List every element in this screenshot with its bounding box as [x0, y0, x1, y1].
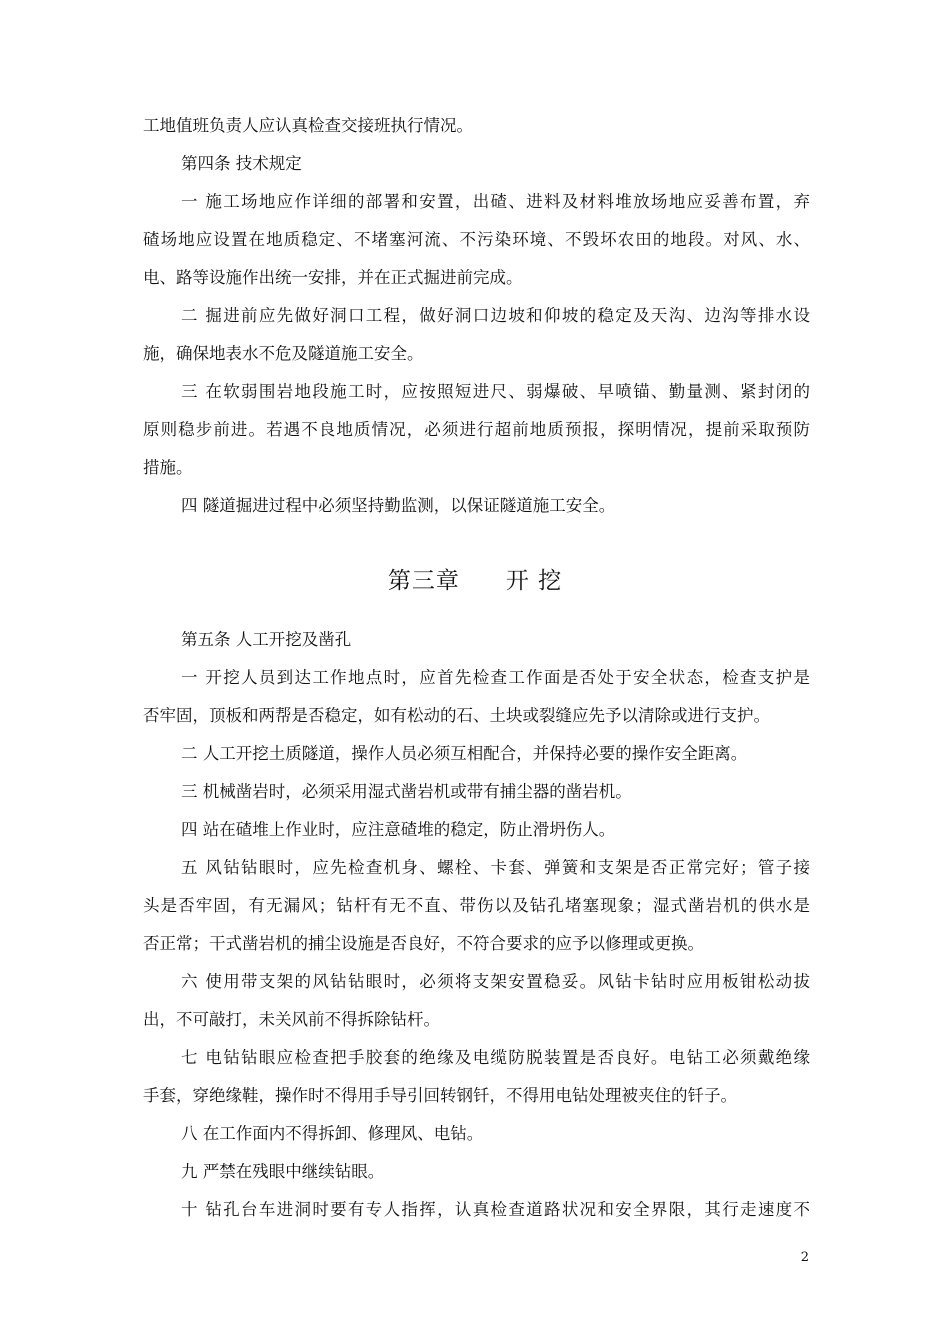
- paragraph-line: 原则稳步前进。若遇不良地质情况，必须进行超前地质预报，探明情况，提前采取预防: [143, 420, 810, 439]
- article-heading: 第五条 人工开挖及凿孔: [181, 630, 352, 649]
- chapter-name: 开 挖: [505, 568, 563, 594]
- article-heading: 第四条 技术规定: [181, 154, 302, 173]
- paragraph-line: 否正常；干式凿岩机的捕尘设施是否良好，不符合要求的应予以修理或更换。: [143, 934, 704, 953]
- paragraph-line: 三 在软弱围岩地段施工时，应按照短进尺、弱爆破、早喷锚、勤量测、紧封闭的: [181, 382, 810, 401]
- paragraph-line: 头是否牢固，有无漏风；钻杆有无不直、带伤以及钻孔堵塞现象；湿式凿岩机的供水是: [143, 896, 810, 915]
- page-number: 2: [800, 1250, 809, 1265]
- paragraph-line: 电、路等设施作出统一安排，并在正式掘进前完成。: [143, 268, 523, 287]
- paragraph-line: 六 使用带支架的风钻钻眼时，必须将支架安置稳妥。风钻卡钻时应用板钳松动拔: [181, 972, 810, 991]
- paragraph-line: 手套，穿绝缘鞋，操作时不得用手导引回转钢钎，不得用电钻处理被夹住的钎子。: [143, 1086, 737, 1105]
- paragraph-line: 二 人工开挖土质隧道，操作人员必须互相配合，并保持必要的操作安全距离。: [181, 744, 748, 763]
- paragraph-line: 九 严禁在残眼中继续钻眼。: [181, 1162, 385, 1181]
- chapter-title: [0, 566, 950, 596]
- paragraph-line: 八 在工作面内不得拆卸、修理风、电钻。: [181, 1124, 484, 1143]
- paragraph-line: 十 钻孔台车进洞时要有专人指挥，认真检查道路状况和安全界限，其行走速度不: [181, 1200, 810, 1219]
- paragraph-line: 否牢固，顶板和两帮是否稳定，如有松动的石、土块或裂缝应先予以清除或进行支护。: [143, 706, 770, 725]
- paragraph-line: 一 开挖人员到达工作地点时，应首先检查工作面是否处于安全状态，检查支护是: [181, 668, 810, 687]
- paragraph-line: 三 机械凿岩时，必须采用湿式凿岩机或带有捕尘器的凿岩机。: [181, 782, 632, 801]
- paragraph-line: 出，不可敲打，未关风前不得拆除钻杆。: [143, 1010, 440, 1029]
- chapter-number: 第三章: [387, 568, 460, 594]
- paragraph-line: 五 风钻钻眼时，应先检查机身、螺栓、卡套、弹簧和支架是否正常完好；管子接: [181, 858, 810, 877]
- paragraph-line: 工地值班负责人应认真检查交接班执行情况。: [143, 116, 473, 135]
- paragraph-line: 七 电钻钻眼应检查把手胶套的绝缘及电缆防脱装置是否良好。电钻工必须戴绝缘: [181, 1048, 810, 1067]
- paragraph-line: 一 施工场地应作详细的部署和安置，出碴、进料及材料堆放场地应妥善布置，弃: [181, 192, 810, 211]
- paragraph-line: 碴场地应设置在地质稳定、不堵塞河流、不污染环境、不毁坏农田的地段。对风、水、: [143, 230, 810, 249]
- paragraph-line: 二 掘进前应先做好洞口工程，做好洞口边坡和仰坡的稳定及天沟、边沟等排水设: [181, 306, 810, 325]
- paragraph-line: 施，确保地表水不危及隧道施工安全。: [143, 344, 424, 363]
- paragraph-line: 措施。: [143, 458, 193, 477]
- paragraph-line: 四 隧道掘进过程中必须坚持勤监测，以保证隧道施工安全。: [181, 496, 616, 515]
- paragraph-line: 四 站在碴堆上作业时，应注意碴堆的稳定，防止滑坍伤人。: [181, 820, 616, 839]
